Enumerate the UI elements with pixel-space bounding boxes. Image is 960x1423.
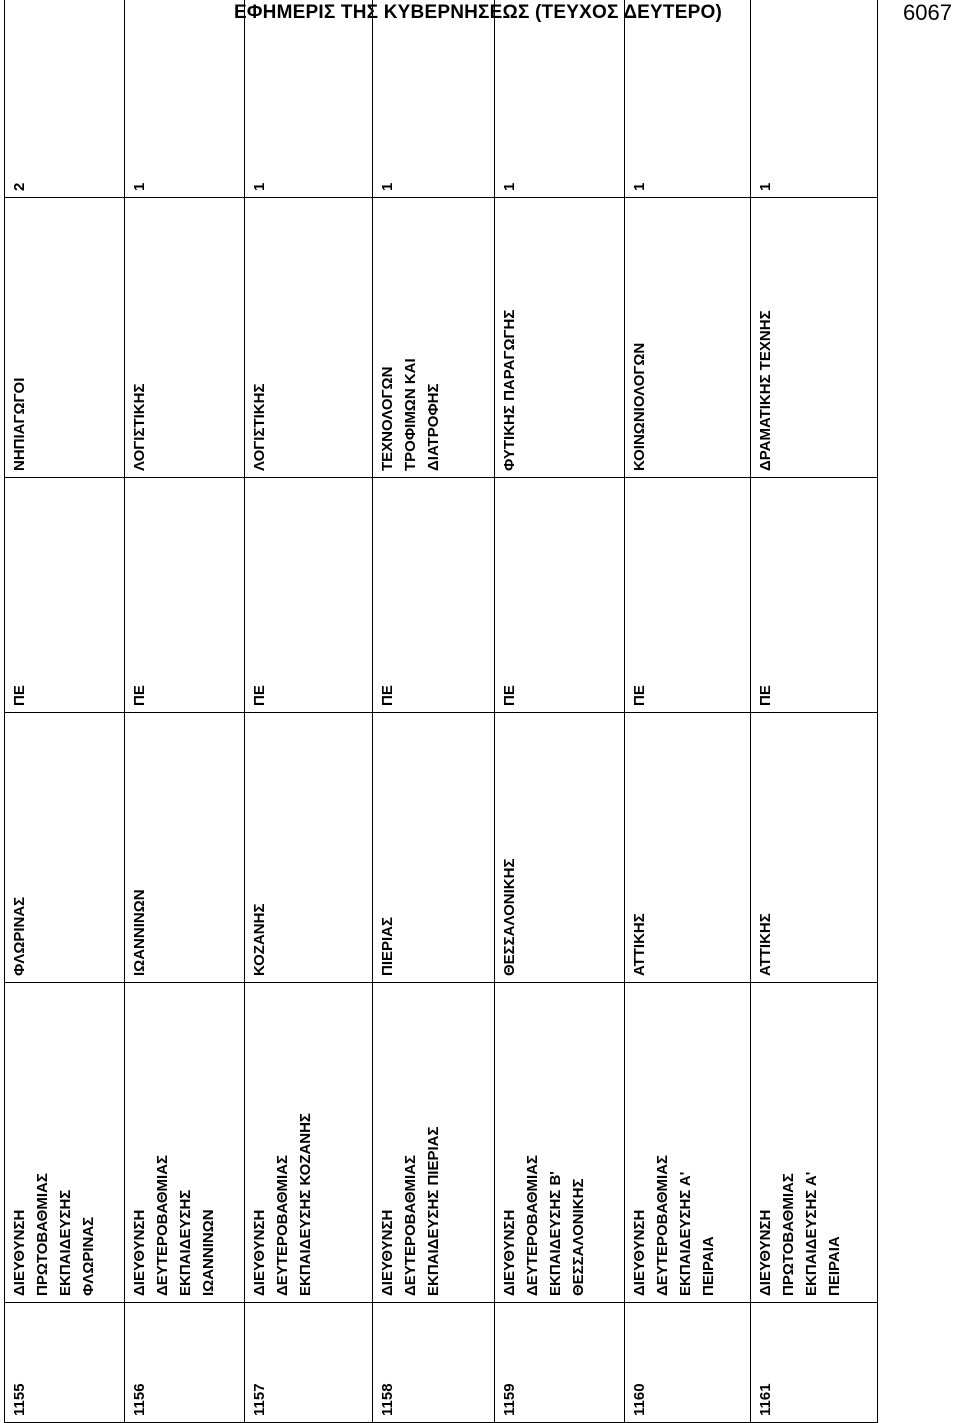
category-cell: ΠΕ xyxy=(245,478,373,713)
positions-table xyxy=(4,0,878,1423)
rotated-table-container xyxy=(4,0,877,1423)
table-row xyxy=(373,0,495,1423)
row-number: 1157 xyxy=(245,1303,373,1423)
region-cell: ΦΛΩΡΙΝΑΣ xyxy=(5,713,125,983)
directorate-cell xyxy=(625,983,751,1303)
region-cell: ΠΙΕΡΙΑΣ xyxy=(373,713,495,983)
positions-cell: 1 xyxy=(245,0,373,198)
directorate-line: ΕΚΠΑΙΔΕΥΣΗΣ xyxy=(177,1189,194,1296)
category-cell: ΠΕ xyxy=(751,478,878,713)
directorate-line: ΔΙΕΥΘΥΝΣΗ xyxy=(379,1209,396,1296)
region-cell: ΑΤΤΙΚΗΣ xyxy=(625,713,751,983)
row-number: 1156 xyxy=(125,1303,245,1423)
directorate-line: ΕΚΠΑΙΔΕΥΣΗΣ xyxy=(57,1189,74,1296)
directorate-line: ΠΡΩΤΟΒΑΘΜΙΑΣ xyxy=(34,1173,51,1296)
category-cell: ΠΕ xyxy=(495,478,625,713)
positions-cell: 1 xyxy=(125,0,245,198)
specialty-line: ΛΟΓΙΣΤΙΚΗΣ xyxy=(131,383,148,471)
directorate-line: ΠΕΙΡΑΙΑ xyxy=(700,1236,717,1296)
directorate-line: ΘΕΣΣΑΛΟΝΙΚΗΣ xyxy=(570,1178,587,1296)
table-row xyxy=(625,0,751,1423)
directorate-line: ΔΙΕΥΘΥΝΣΗ xyxy=(131,1209,148,1296)
table-row xyxy=(245,0,373,1423)
directorate-cell xyxy=(373,983,495,1303)
positions-cell: 1 xyxy=(625,0,751,198)
positions-cell: 2 xyxy=(5,0,125,198)
specialty-cell xyxy=(125,198,245,478)
region-cell: ΚΟΖΑΝΗΣ xyxy=(245,713,373,983)
category-cell: ΠΕ xyxy=(125,478,245,713)
positions-cell: 1 xyxy=(751,0,878,198)
directorate-line: ΕΚΠΑΙΔΕΥΣΗΣ Α' xyxy=(677,1171,694,1296)
row-number: 1161 xyxy=(751,1303,878,1423)
directorate-line: ΔΙΕΥΘΥΝΣΗ xyxy=(631,1209,648,1296)
category-cell: ΠΕ xyxy=(625,478,751,713)
directorate-line: ΔΙΕΥΘΥΝΣΗ xyxy=(501,1209,518,1296)
directorate-line: ΕΚΠΑΙΔΕΥΣΗΣ Β' xyxy=(547,1171,564,1296)
category-cell: ΠΕ xyxy=(5,478,125,713)
specialty-cell xyxy=(751,198,878,478)
directorate-line: ΕΚΠΑΙΔΕΥΣΗΣ ΚΟΖΑΝΗΣ xyxy=(297,1113,314,1296)
table-row xyxy=(495,0,625,1423)
row-number: 1159 xyxy=(495,1303,625,1423)
directorate-line: ΔΕΥΤΕΡΟΒΑΘΜΙΑΣ xyxy=(402,1154,419,1296)
directorate-line: ΔΕΥΤΕΡΟΒΑΘΜΙΑΣ xyxy=(154,1154,171,1296)
directorate-line: ΔΙΕΥΘΥΝΣΗ xyxy=(757,1209,774,1296)
specialty-line: ΤΕΧΝΟΛΟΓΩΝ xyxy=(379,366,396,471)
specialty-line: ΔΙΑΤΡΟΦΗΣ xyxy=(425,383,442,471)
specialty-line: ΚΟΙΝΩΝΙΟΛΟΓΩΝ xyxy=(631,342,648,471)
specialty-line: ΤΡΟΦΙΜΩΝ ΚΑΙ xyxy=(402,358,419,471)
page-number: 6067 xyxy=(903,0,952,25)
specialty-cell xyxy=(5,198,125,478)
specialty-cell xyxy=(373,198,495,478)
region-cell: ΑΤΤΙΚΗΣ xyxy=(751,713,878,983)
directorate-line: ΔΕΥΤΕΡΟΒΑΘΜΙΑΣ xyxy=(654,1154,671,1296)
specialty-cell xyxy=(495,198,625,478)
directorate-cell xyxy=(495,983,625,1303)
specialty-line: ΔΡΑΜΑΤΙΚΗΣ ΤΕΧΝΗΣ xyxy=(757,310,774,471)
positions-cell: 1 xyxy=(373,0,495,198)
directorate-cell xyxy=(125,983,245,1303)
directorate-line: ΠΡΩΤΟΒΑΘΜΙΑΣ xyxy=(780,1173,797,1296)
specialty-line: ΦΥΤΙΚΗΣ ΠΑΡΑΓΩΓΗΣ xyxy=(501,309,518,471)
specialty-cell xyxy=(625,198,751,478)
directorate-line: ΔΕΥΤΕΡΟΒΑΘΜΙΑΣ xyxy=(524,1154,541,1296)
table-row xyxy=(751,0,878,1423)
directorate-line: ΠΕΙΡΑΙΑ xyxy=(826,1236,843,1296)
directorate-cell xyxy=(245,983,373,1303)
specialty-line: ΛΟΓΙΣΤΙΚΗΣ xyxy=(251,383,268,471)
region-cell: ΙΩΑΝΝΙΝΩΝ xyxy=(125,713,245,983)
positions-cell: 1 xyxy=(495,0,625,198)
directorate-line: ΔΙΕΥΘΥΝΣΗ xyxy=(251,1209,268,1296)
directorate-cell xyxy=(751,983,878,1303)
row-number: 1158 xyxy=(373,1303,495,1423)
directorate-line: ΙΩΑΝΝΙΝΩΝ xyxy=(200,1209,217,1296)
table-row xyxy=(125,0,245,1423)
directorate-cell xyxy=(5,983,125,1303)
row-number: 1155 xyxy=(5,1303,125,1423)
region-cell: ΘΕΣΣΑΛΟΝΙΚΗΣ xyxy=(495,713,625,983)
row-number: 1160 xyxy=(625,1303,751,1423)
specialty-cell xyxy=(245,198,373,478)
table-row xyxy=(5,0,125,1423)
directorate-line: ΔΙΕΥΘΥΝΣΗ xyxy=(11,1209,28,1296)
directorate-line: ΕΚΠΑΙΔΕΥΣΗΣ ΠΙΕΡΙΑΣ xyxy=(425,1126,442,1296)
category-cell: ΠΕ xyxy=(373,478,495,713)
journal-title: ΕΦΗΜΕΡΙΣ ΤΗΣ ΚΥΒΕΡΝΗΣΕΩΣ (ΤΕΥΧΟΣ ΔΕΥΤΕΡΟ) xyxy=(234,2,722,23)
specialty-line: ΝΗΠΙΑΓΩΓΟΙ xyxy=(11,377,28,471)
directorate-line: ΔΕΥΤΕΡΟΒΑΘΜΙΑΣ xyxy=(274,1154,291,1296)
directorate-line: ΕΚΠΑΙΔΕΥΣΗΣ Α' xyxy=(803,1171,820,1296)
directorate-line: ΦΛΩΡΙΝΑΣ xyxy=(80,1216,97,1296)
